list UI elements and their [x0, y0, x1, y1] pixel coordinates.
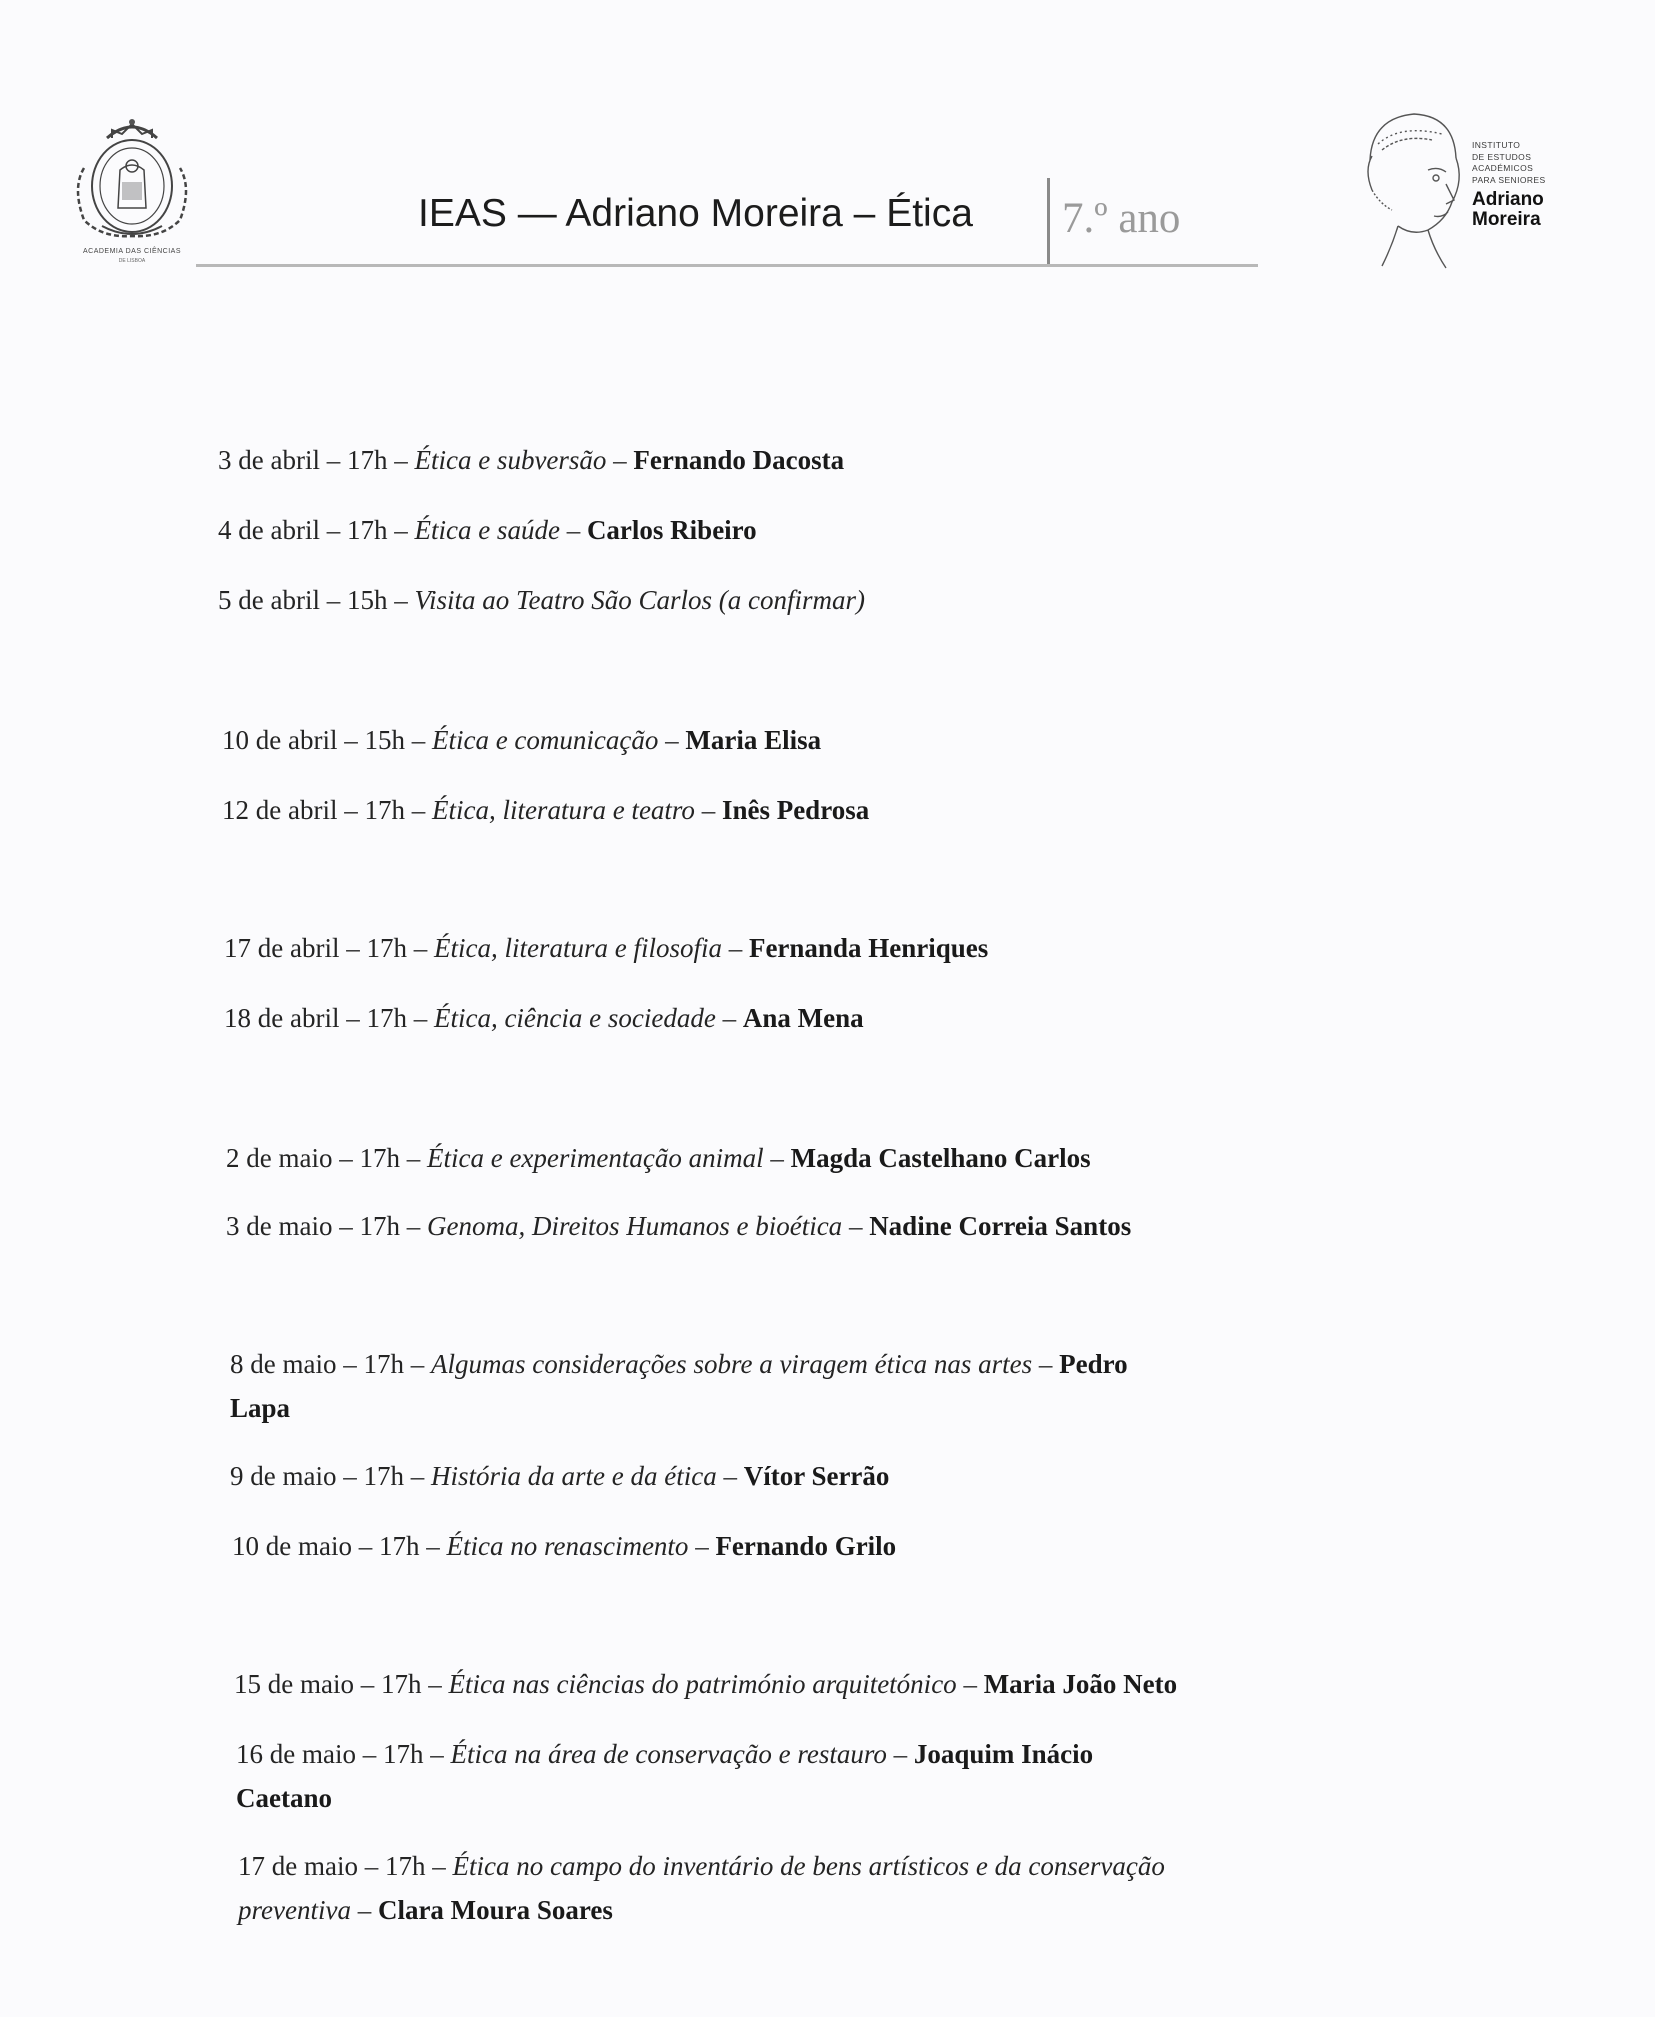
- schedule-entry: [224, 996, 864, 1040]
- entry-topic: Algumas considerações sobre a viragem ética nas artes: [430, 1349, 1033, 1379]
- entry-speaker: Maria Elisa: [685, 725, 822, 755]
- entry-separator: –: [394, 585, 408, 615]
- entry-speaker: Inês Pedrosa: [721, 795, 870, 825]
- entry-separator: –: [326, 515, 341, 545]
- entry-time: 17h: [366, 1003, 407, 1033]
- entry-topic: Ética e experimentação animal: [426, 1143, 764, 1173]
- schedule-entry: [230, 1454, 889, 1498]
- schedule-entry: [218, 508, 757, 552]
- entry-separator: –: [344, 725, 358, 755]
- academia-seal-logo: [62, 108, 202, 268]
- entry-time: 17h: [366, 933, 407, 963]
- entry-separator: –: [364, 1851, 379, 1881]
- schedule-entry: [218, 438, 844, 482]
- entry-date: 17 de maio: [238, 1851, 358, 1881]
- entry-separator: –: [410, 1461, 425, 1491]
- entry-separator: –: [339, 1211, 353, 1241]
- schedule-entry: [238, 1844, 1165, 1925]
- entry-separator: –: [701, 795, 716, 825]
- entry-topic: Visita ao Teatro São Carlos (a confirmar): [414, 585, 866, 615]
- entry-separator: –: [343, 1461, 357, 1491]
- entry-separator: –: [695, 1531, 709, 1561]
- entry-separator: –: [722, 1003, 737, 1033]
- entry-separator: –: [406, 1143, 421, 1173]
- entry-separator: –: [346, 1003, 360, 1033]
- entry-speaker: Clara Moura Soares: [377, 1895, 613, 1925]
- entry-separator: –: [426, 1531, 440, 1561]
- entry-date: 3 de abril: [218, 445, 320, 475]
- entry-topic: Ética no campo do inventário de bens artísticos e da conservação: [452, 1851, 1165, 1881]
- entry-separator: –: [430, 1739, 444, 1769]
- entry-separator: –: [432, 1851, 446, 1881]
- entry-date: 8 de maio: [230, 1349, 337, 1379]
- schedule-entry: [226, 1204, 1131, 1248]
- entry-topic: Ética e comunicação: [431, 725, 659, 755]
- entry-separator: –: [848, 1211, 863, 1241]
- entry-topic: Ética e subversão: [414, 445, 607, 475]
- schedule-entry: [226, 1136, 1091, 1180]
- entry-separator: –: [723, 1461, 737, 1491]
- entry-separator: –: [346, 933, 360, 963]
- entry-separator: –: [394, 515, 408, 545]
- entry-date: 2 de maio: [226, 1143, 333, 1173]
- entry-separator: –: [339, 1143, 353, 1173]
- entry-separator: –: [360, 1669, 375, 1699]
- schedule-entry: [236, 1732, 1094, 1813]
- ieas-name: Moreira: [1472, 209, 1541, 230]
- ieas-line: DE ESTUDOS: [1472, 151, 1532, 162]
- seal-caption-sub: DE LISBOA: [118, 258, 146, 264]
- ieas-logo-text: [1472, 140, 1592, 230]
- entry-separator: –: [326, 445, 341, 475]
- entry-date: 12 de abril: [222, 795, 338, 825]
- entry-separator: –: [1038, 1349, 1053, 1379]
- entry-date: 5 de abril: [218, 585, 320, 615]
- entry-time: 17h: [359, 1211, 400, 1241]
- entry-speaker: Pedro: [1059, 1349, 1128, 1379]
- entry-time: 17h: [382, 1739, 424, 1769]
- entry-topic: Ética nas ciências do património arquitetónico: [448, 1669, 957, 1699]
- entry-separator: –: [344, 795, 358, 825]
- entry-topic: Genoma, Direitos Humanos e bioética: [426, 1211, 843, 1241]
- entry-separator: –: [770, 1143, 784, 1173]
- schedule-entry: [222, 718, 821, 762]
- entry-speaker: Magda Castelhano Carlos: [790, 1143, 1091, 1173]
- entry-topic: Ética, literatura e filosofia: [433, 933, 722, 963]
- entry-topic: História da arte e da ética: [430, 1461, 717, 1491]
- entry-speaker: Maria João Neto: [983, 1669, 1178, 1699]
- schedule-entry: [234, 1662, 1177, 1706]
- entry-separator: –: [410, 1349, 425, 1379]
- entry-speaker-continued: Caetano: [236, 1783, 332, 1813]
- entry-time: 17h: [363, 1461, 404, 1491]
- entry-separator: –: [326, 585, 341, 615]
- entry-separator: –: [362, 1739, 377, 1769]
- entry-separator: –: [665, 725, 679, 755]
- entry-speaker: Vítor Serrão: [743, 1461, 890, 1491]
- ieas-line: PARA SENIORES: [1472, 174, 1546, 185]
- entry-speaker: Fernando Grilo: [715, 1531, 897, 1561]
- entry-time: 17h: [359, 1143, 400, 1173]
- entry-time: 17h: [378, 1531, 420, 1561]
- entry-continuation: [238, 1888, 613, 1932]
- entry-speaker: Nadine Correia Santos: [869, 1211, 1132, 1241]
- entry-time: 17h: [346, 515, 388, 545]
- entry-speaker: Fernando Dacosta: [633, 445, 845, 475]
- entry-time: 15h: [346, 585, 388, 615]
- entry-time: 17h: [364, 795, 405, 825]
- portrait-sketch-logo: [1342, 100, 1482, 270]
- entry-separator: –: [357, 1895, 372, 1925]
- entry-speaker: Carlos Ribeiro: [586, 515, 757, 545]
- entry-date: 16 de maio: [236, 1739, 356, 1769]
- entry-separator: –: [343, 1349, 357, 1379]
- entry-date: 9 de maio: [230, 1461, 337, 1491]
- entry-date: 10 de maio: [232, 1531, 352, 1561]
- entry-date: 18 de abril: [224, 1003, 340, 1033]
- header-divider: [1047, 178, 1050, 264]
- ieas-line: ACADÉMICOS: [1472, 163, 1534, 173]
- entry-separator: –: [566, 515, 581, 545]
- schedule-entry: [232, 1524, 896, 1568]
- portrait-sketch-icon: [1342, 100, 1482, 270]
- entry-speaker-continued: Lapa: [230, 1393, 291, 1423]
- entry-separator: –: [406, 1211, 421, 1241]
- schedule-entry: [222, 788, 869, 832]
- year-label: 7.º ano: [1062, 195, 1181, 242]
- entry-time: 15h: [364, 725, 405, 755]
- entry-topic: Ética, ciência e sociedade: [433, 1003, 716, 1033]
- entry-separator: –: [411, 795, 426, 825]
- entry-speaker: Ana Mena: [742, 1003, 864, 1033]
- entry-speaker: Fernanda Henriques: [748, 933, 989, 963]
- entry-date: 15 de maio: [234, 1669, 354, 1699]
- entry-separator: –: [728, 933, 743, 963]
- entry-separator: –: [358, 1531, 373, 1561]
- entry-topic: Ética no renascimento: [446, 1531, 689, 1561]
- entry-separator: –: [413, 1003, 428, 1033]
- entry-separator: –: [413, 933, 428, 963]
- seal-emblem-icon: [62, 108, 202, 248]
- schedule-entry: [224, 926, 988, 970]
- entry-separator: –: [613, 445, 627, 475]
- entry-topic: Ética, literatura e teatro: [431, 795, 695, 825]
- entry-separator: –: [394, 445, 408, 475]
- entry-date: 3 de maio: [226, 1211, 333, 1241]
- entry-time: 17h: [346, 445, 388, 475]
- header-rule: [196, 264, 1258, 267]
- entry-time: 17h: [363, 1349, 404, 1379]
- ieas-line: INSTITUTO: [1472, 140, 1521, 150]
- entry-time: 17h: [384, 1851, 426, 1881]
- entry-date: 10 de abril: [222, 725, 338, 755]
- entry-separator: –: [411, 725, 426, 755]
- schedule-entry: [230, 1342, 1128, 1423]
- ieas-name: Adriano: [1472, 189, 1544, 210]
- entry-time: 17h: [380, 1669, 422, 1699]
- entry-separator: –: [428, 1669, 442, 1699]
- entry-topic-continued: preventiva: [238, 1895, 351, 1925]
- schedule-entry: [218, 578, 865, 622]
- entry-topic: Ética na área de conservação e restauro: [450, 1739, 887, 1769]
- entry-topic: Ética e saúde: [414, 515, 560, 545]
- entry-separator: –: [963, 1669, 977, 1699]
- entry-speaker: Joaquim Inácio: [913, 1739, 1094, 1769]
- entry-date: 17 de abril: [224, 933, 340, 963]
- seal-caption: ACADEMIA DAS CIÊNCIAS: [82, 248, 182, 255]
- entry-separator: –: [893, 1739, 908, 1769]
- page-title: IEAS — Adriano Moreira – Ética: [418, 192, 973, 235]
- entry-date: 4 de abril: [218, 515, 320, 545]
